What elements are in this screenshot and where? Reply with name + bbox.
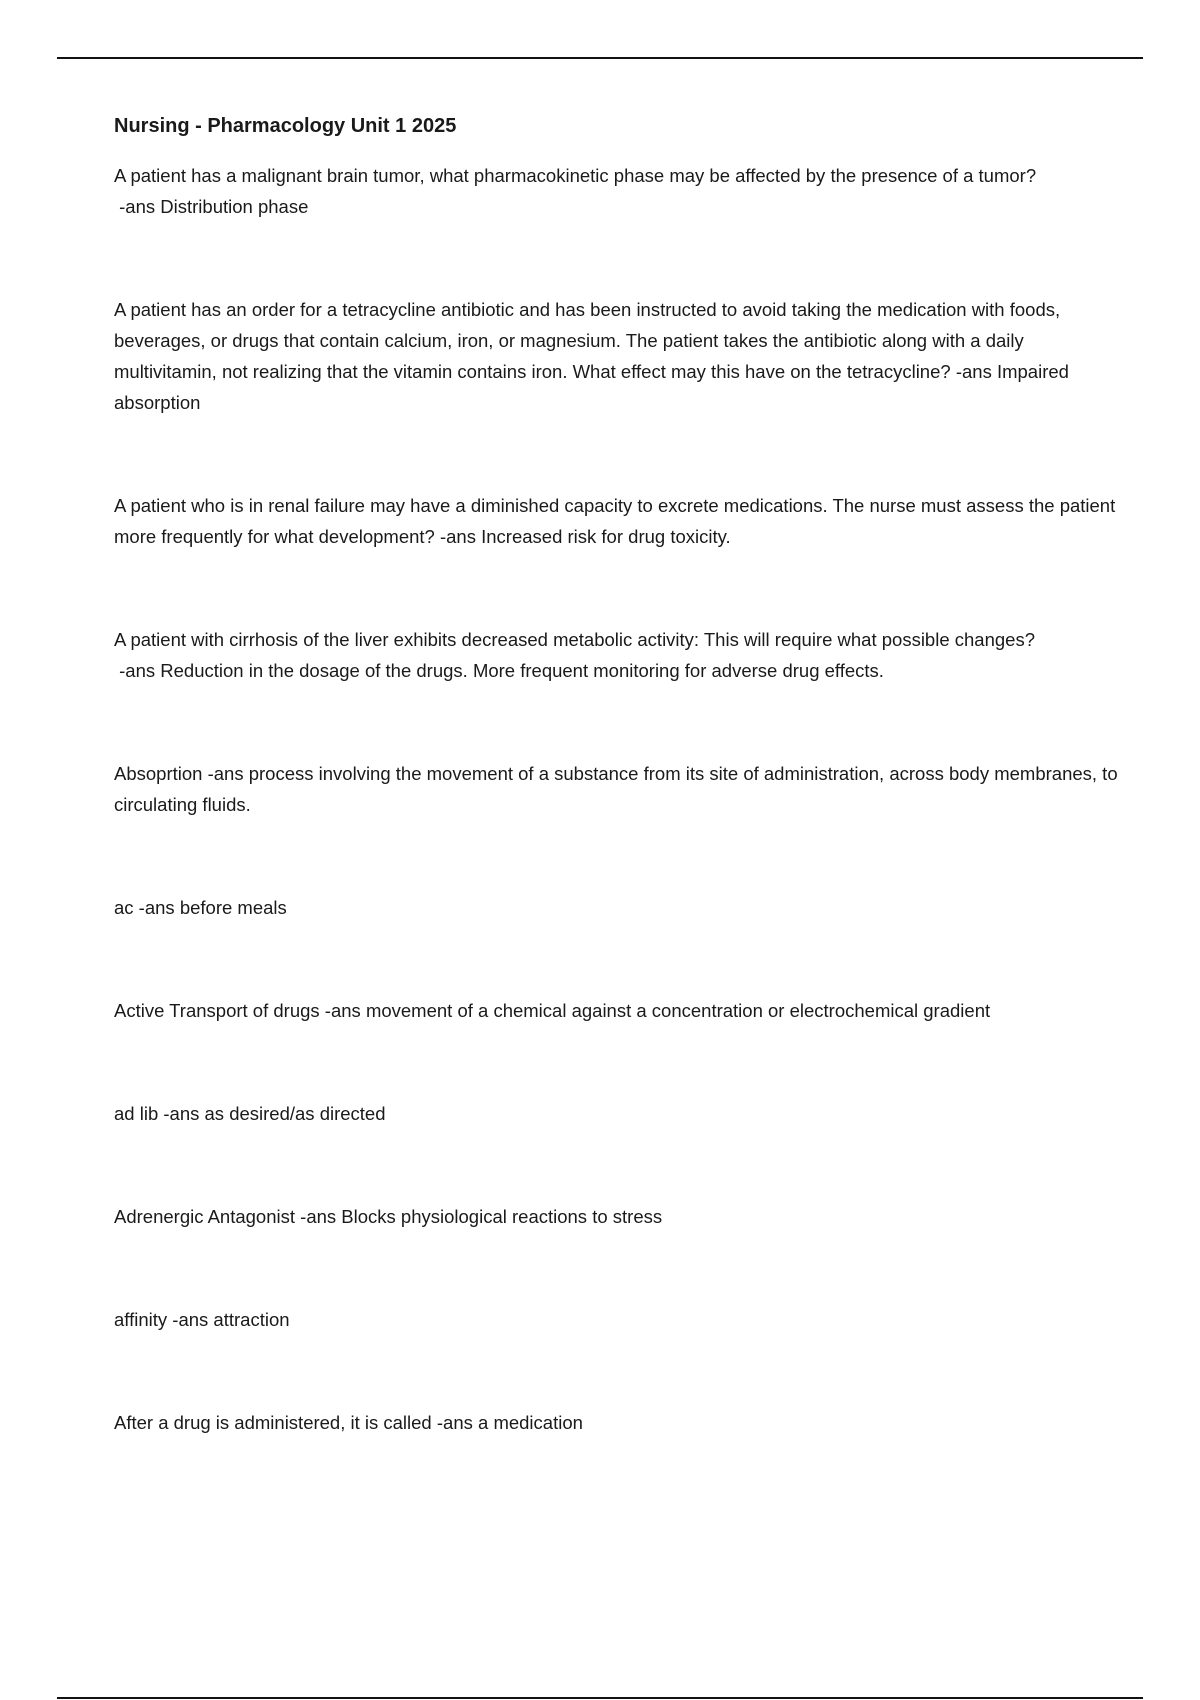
qa-question: A patient who is in renal failure may have a diminished capacity to excrete medications. The nurse must assess the patient more frequently for what development? xyxy=(114,495,1116,547)
qa-answer: Blocks physiological reactions to stress xyxy=(341,1206,663,1227)
qa-answer: as desired/as directed xyxy=(204,1103,386,1124)
answer-separator: -ans xyxy=(114,196,161,217)
qa-entry xyxy=(114,995,1124,1026)
qa-answer: Increased risk for drug toxicity. xyxy=(481,526,731,547)
qa-answer: movement of a chemical against a concentration or electrochemical gradient xyxy=(365,1000,991,1021)
qa-question: A patient has an order for a tetracycline antibiotic and has been instructed to avoid taking the medication with foods, beverages, or drugs that contain calcium, iron, or magnesium. The patient takes the antibiotic along with a daily multivitamin, not realizing that the vitamin contains iron. What effect may this have on the tetracycline? xyxy=(114,299,1061,382)
qa-entry xyxy=(114,490,1124,552)
answer-separator: -ans xyxy=(114,660,161,681)
qa-question: Absoprtion xyxy=(114,763,203,784)
qa-answer: Impaired absorption xyxy=(114,361,1069,413)
qa-entry xyxy=(114,160,1124,222)
qa-question: After a drug is administered, it is called xyxy=(114,1412,432,1433)
qa-answer: Distribution phase xyxy=(160,196,309,217)
qa-entry xyxy=(114,294,1124,418)
answer-separator: -ans xyxy=(167,1309,214,1330)
answer-separator: -ans xyxy=(133,897,180,918)
document-body xyxy=(114,112,1124,1438)
answer-separator: -ans xyxy=(202,763,249,784)
qa-question: ac xyxy=(114,897,134,918)
qa-entry xyxy=(114,1201,1124,1232)
qa-entry xyxy=(114,892,1124,923)
qa-answer: before meals xyxy=(179,897,287,918)
answer-separator: -ans xyxy=(158,1103,205,1124)
qa-answer: process involving the movement of a substance from its site of administration, across body membranes, to circulating fluids. xyxy=(114,763,1118,815)
qa-answer: a medication xyxy=(478,1412,583,1433)
footer-rule xyxy=(57,1697,1143,1699)
qa-question: Adrenergic Antagonist xyxy=(114,1206,296,1227)
header-rule xyxy=(57,57,1143,59)
qa-question: Active Transport of drugs xyxy=(114,1000,320,1021)
document-title: Nursing - Pharmacology Unit 1 2025 xyxy=(114,115,457,137)
qa-entry xyxy=(114,758,1124,820)
answer-separator: -ans xyxy=(319,1000,366,1021)
qa-entry xyxy=(114,1304,1124,1335)
qa-question: A patient has a malignant brain tumor, what pharmacokinetic phase may be affected by the presence of a tumor? xyxy=(114,165,1037,186)
answer-separator: -ans xyxy=(434,526,482,547)
qa-question: A patient with cirrhosis of the liver exhibits decreased metabolic activity: This will require what possible changes? xyxy=(114,629,1035,650)
answer-separator: -ans xyxy=(295,1206,342,1227)
answer-separator: -ans xyxy=(950,361,997,382)
qa-entry xyxy=(114,1407,1124,1438)
qa-answer: Reduction in the dosage of the drugs. More frequent monitoring for adverse drug effects. xyxy=(160,660,884,681)
qa-question: affinity xyxy=(114,1309,168,1330)
qa-question: ad lib xyxy=(114,1103,159,1124)
answer-separator: -ans xyxy=(431,1412,479,1433)
qa-answer: attraction xyxy=(213,1309,290,1330)
qa-entry xyxy=(114,624,1124,686)
qa-entry xyxy=(114,1098,1124,1129)
